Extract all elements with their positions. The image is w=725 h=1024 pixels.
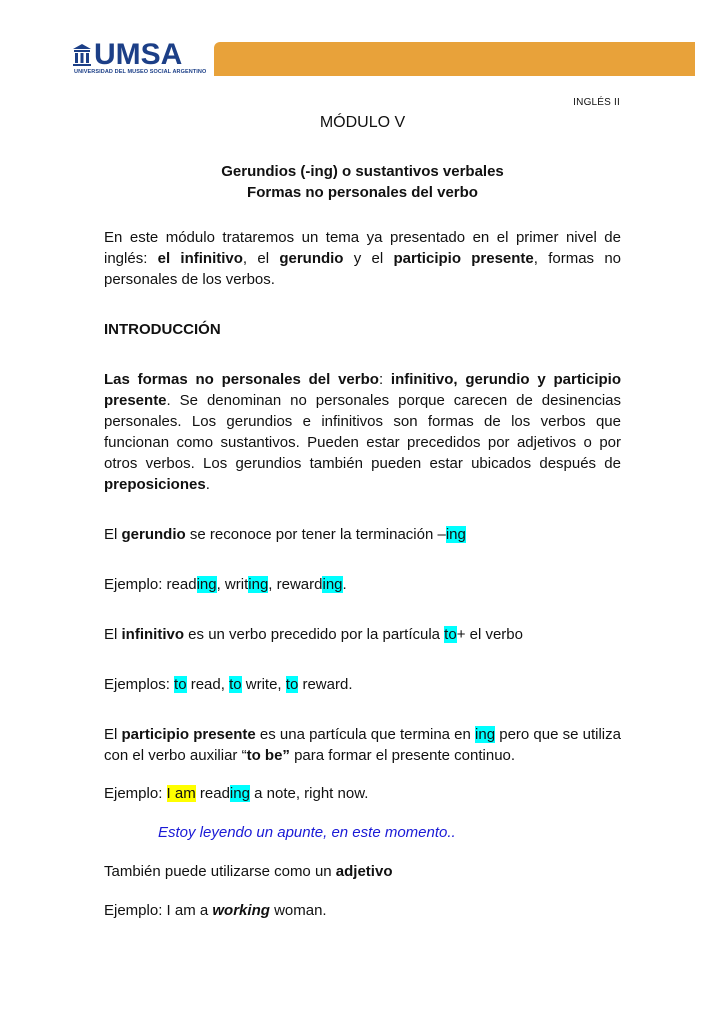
bold-text: participio presente <box>121 726 256 743</box>
bold-text: adjetivo <box>335 863 393 880</box>
text: es una partícula que termina en <box>255 726 476 743</box>
text: . <box>205 476 210 493</box>
subtitle-line-1: Gerundios (-ing) o sustantivos verbales <box>221 163 504 180</box>
participle-example <box>104 783 621 804</box>
intro-paragraph <box>104 227 621 290</box>
highlight: to <box>285 676 299 693</box>
text: pero que se utiliza con el verbo auxiliar “ <box>104 726 621 764</box>
text: Ejemplo: read <box>104 576 197 593</box>
highlight: ing <box>445 526 466 543</box>
course-label: INGLÉS II <box>573 97 620 108</box>
text: . <box>342 576 347 593</box>
text: write, <box>241 676 286 693</box>
text: . Se denominan no personales porque carecen de desinencias personales. Los gerundios e infinitivos son formas de los verbos que funcionan como sustantivos. Pueden estar precedidos por adjetivos o por otros verbos. Los gerundios también pueden estar ubicados después de <box>104 392 621 472</box>
text: , formas no personales de los verbos. <box>104 250 622 288</box>
bold-text: el infinitivo <box>157 250 243 267</box>
bold-text: to be” <box>246 747 290 764</box>
text: , reward <box>268 576 323 593</box>
text: + el verbo <box>456 626 523 643</box>
page-header <box>72 40 697 80</box>
adjective-line <box>104 861 621 882</box>
subtitle-line-2: Formas no personales del verbo <box>247 184 478 201</box>
translation-line: Estoy leyendo un apunte, en este momento.. <box>158 824 456 841</box>
text: a note, right now. <box>249 785 369 802</box>
logo-text: UMSA <box>94 38 183 71</box>
text: y el <box>343 250 394 267</box>
highlight: to <box>444 626 457 643</box>
text: El <box>104 626 122 643</box>
bold-text: Las formas no personales del verbo <box>104 371 379 388</box>
highlight: ing <box>196 576 217 593</box>
text: read, <box>186 676 230 693</box>
text: , el <box>242 250 280 267</box>
participle-paragraph <box>104 724 621 766</box>
highlight: to <box>229 676 242 693</box>
infinitive-example <box>104 674 621 695</box>
highlight: ing <box>475 726 496 743</box>
text: Ejemplos: <box>104 676 175 693</box>
text: El <box>104 726 122 743</box>
text: Ejemplo: <box>104 785 167 802</box>
umsa-logo <box>72 40 212 80</box>
text: También puede utilizarse como un <box>104 863 336 880</box>
highlight: ing <box>229 785 250 802</box>
text: reward. <box>298 676 353 693</box>
module-title: MÓDULO V <box>319 114 406 131</box>
university-building-icon <box>72 43 92 67</box>
highlight: ing <box>248 576 269 593</box>
text: El <box>104 526 122 543</box>
highlight: ing <box>322 576 343 593</box>
highlight: to <box>174 676 187 693</box>
text: , writ <box>216 576 249 593</box>
text: es un verbo precedido por la partícula <box>184 626 445 643</box>
bold-text: infinitivo, gerundio y participio presente <box>104 371 621 409</box>
yellow-highlight: I am <box>166 785 196 802</box>
bold-text: preposiciones <box>104 476 206 493</box>
text: read <box>195 785 230 802</box>
document-body <box>104 112 621 921</box>
gerund-example <box>104 574 621 595</box>
bold-italic-text: working <box>212 902 270 919</box>
text: : <box>378 371 391 388</box>
forms-paragraph <box>104 369 621 495</box>
text: Ejemplo: I am a <box>104 902 213 919</box>
bold-text: gerundio <box>121 526 186 543</box>
bold-text: gerundio <box>279 250 344 267</box>
adjective-example <box>104 900 621 921</box>
text: se reconoce por tener la terminación – <box>185 526 446 543</box>
gerund-definition <box>104 524 621 545</box>
bold-text: participio presente <box>393 250 534 267</box>
text: En este módulo trataremos un tema ya presentado en el primer nivel de inglés: <box>104 229 621 267</box>
bold-text: infinitivo <box>121 626 185 643</box>
text: woman. <box>269 902 327 919</box>
header-bar <box>214 42 695 76</box>
infinitive-definition <box>104 624 621 645</box>
text: para formar el presente continuo. <box>289 747 516 764</box>
logo-subtitle: UNIVERSIDAD DEL MUSEO SOCIAL ARGENTINO <box>74 69 207 75</box>
section-heading: INTRODUCCIÓN <box>104 321 221 338</box>
